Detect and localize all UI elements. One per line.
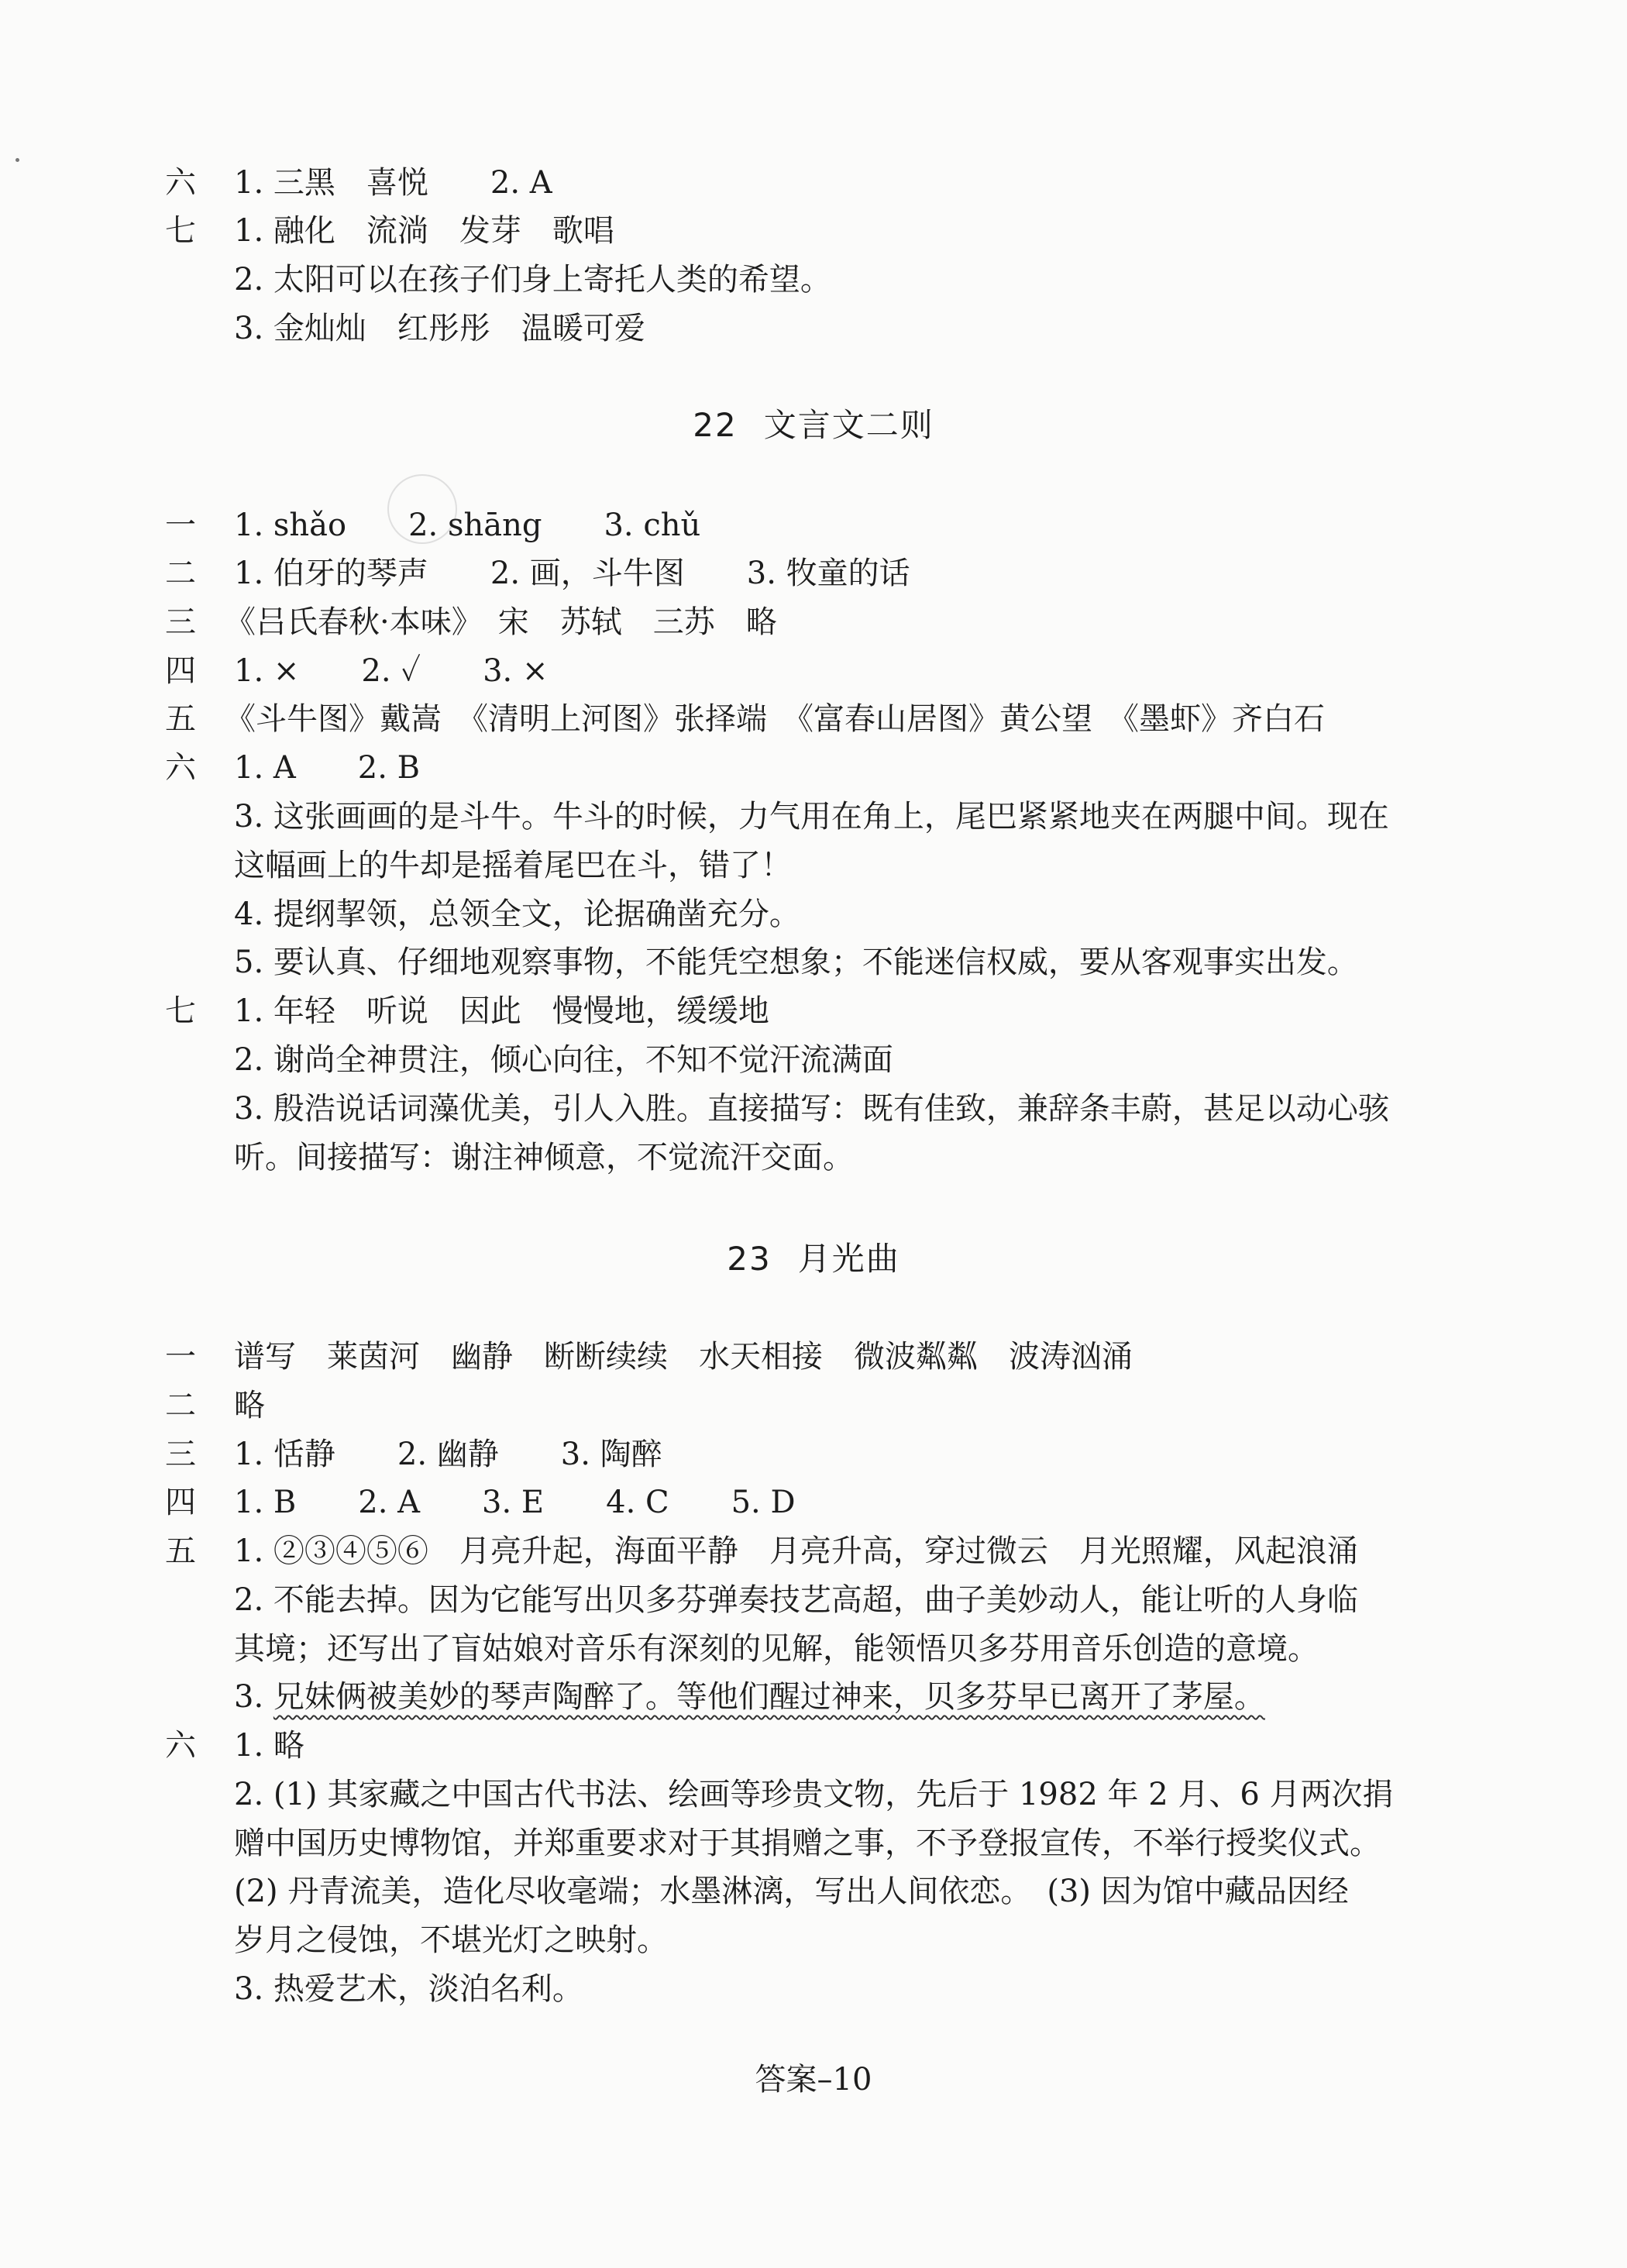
section-heading [0,402,1627,449]
answer-line: 1. × 2. ✓ 3. × [234,653,549,689]
answer-line: 《斗牛图》戴嵩 《清明上河图》张择端 《富春山居图》黄公望 《墨虾》齐白石 [225,701,1325,737]
answer-line: 略 [234,1388,265,1423]
section-heading [0,1236,1627,1282]
answer-line: 这幅画上的牛却是摇着尾巴在斗，错了！ [234,848,792,883]
answer-line: 5. 要认真、仔细地观察事物，不能凭空想象；不能迷信权威，要从客观事实出发。 [234,945,1358,980]
item-label: 四 [165,653,196,689]
answer-line: (2) 丹青流美，造化尽收毫端；水墨淋漓，写出人间依恋。 (3) 因为馆中藏品因经 [234,1874,1349,1909]
answer-line: 1. 伯牙的琴声 2. 画，斗牛图 3. 牧童的话 [234,556,910,591]
item-label: 五 [165,701,196,737]
answer-line: 听。间接描写：谢注神倾意，不觉流汗交面。 [234,1140,854,1175]
answer-line: 4. 提纲挈领，总领全文，论据确凿充分。 [234,897,800,932]
answer-line: 赠中国历史博物馆，并郑重要求对于其捐赠之事，不予登报宣传，不举行授奖仪式。 [234,1826,1381,1861]
page-number: 答案–10 [755,2062,872,2098]
answer-line: 3. 热爱艺术，淡泊名利。 [234,1971,583,2007]
answer-line: 岁月之侵蚀，不堪光灯之映射。 [234,1922,668,1958]
answer-line: 2. 太阳可以在孩子们身上寄托人类的希望。 [234,262,831,298]
answer-line: 2. 谢尚全神贯注，倾心向往，不知不觉汗流满面 [234,1042,893,1078]
answer-line: 1. 三黑 喜悦 2. A [234,165,552,201]
section-number: 22 [693,406,738,444]
answer-line: 3. 殷浩说话词藻优美，引人入胜。直接描写：既有佳致，兼辞条丰蔚，甚足以动心骇 [234,1091,1389,1127]
answer-line: 2. 不能去掉。因为它能写出贝多芬弹奏技艺高超，曲子美妙动人，能让听的人身临 [234,1582,1358,1618]
item-label: 五 [165,1533,196,1569]
answer-line: 其境；还写出了盲姑娘对音乐有深刻的见解，能领悟贝多芬用音乐创造的意境。 [234,1631,1319,1667]
item-label: 二 [165,1388,196,1423]
answer-line: 《吕氏春秋·本味》 宋 苏轼 三苏 略 [225,604,777,640]
section-title: 文言文二则 [763,406,934,444]
item-label: 七 [165,213,196,249]
answer-line: 1. 略 [234,1728,304,1764]
item-label: 六 [165,1728,196,1764]
item-label: 三 [165,1437,196,1472]
answer-line: 谱写 莱茵河 幽静 断断续续 水天相接 微波粼粼 波涛汹涌 [234,1339,1133,1375]
item-label: 三 [165,604,196,640]
item-label: 二 [165,556,196,591]
scan-speck [15,158,19,162]
answer-line: 1. ②③④⑤⑥ 月亮升起，海面平静 月亮升高，穿过微云 月光照耀，风起浪涌 [234,1533,1358,1569]
answer-line: 3. 这张画画的是斗牛。牛斗的时候，力气用在角上，尾巴紧紧地夹在两腿中间。现在 [234,799,1389,835]
item-label: 七 [165,993,196,1029]
answer-line: 1. shǎo 2. shāng 3. chǔ [234,508,701,543]
answer-line: 1. 年轻 听说 因此 慢慢地，缓缓地 [234,993,769,1029]
item-label: 一 [165,1339,196,1375]
answer-line [234,1675,1265,1719]
section-number: 23 [727,1240,772,1278]
answer-line: 1. 融化 流淌 发芽 歌唱 [234,213,614,249]
answer-line: 1. 恬静 2. 幽静 3. 陶醉 [234,1437,662,1472]
wavy-underlined-answer: 兄妹俩被美妙的琴声陶醉了。等他们醒过神来，贝多芬早已离开了茅屋。 [273,1679,1265,1715]
answer-prefix: 3. [234,1679,273,1715]
answer-line: 3. 金灿灿 红彤彤 温暖可爱 [234,311,645,346]
item-label: 一 [165,508,196,543]
item-label: 六 [165,750,196,786]
answer-line: 1. A 2. B [234,750,421,786]
item-label: 四 [165,1485,196,1520]
answer-line: 1. B 2. A 3. E 4. C 5. D [234,1485,796,1520]
section-title: 月光曲 [797,1240,900,1278]
answer-line: 2. (1) 其家藏之中国古代书法、绘画等珍贵文物，先后于 1982 年 2 月、6 月两次捐 [234,1777,1394,1812]
item-label: 六 [165,165,196,201]
